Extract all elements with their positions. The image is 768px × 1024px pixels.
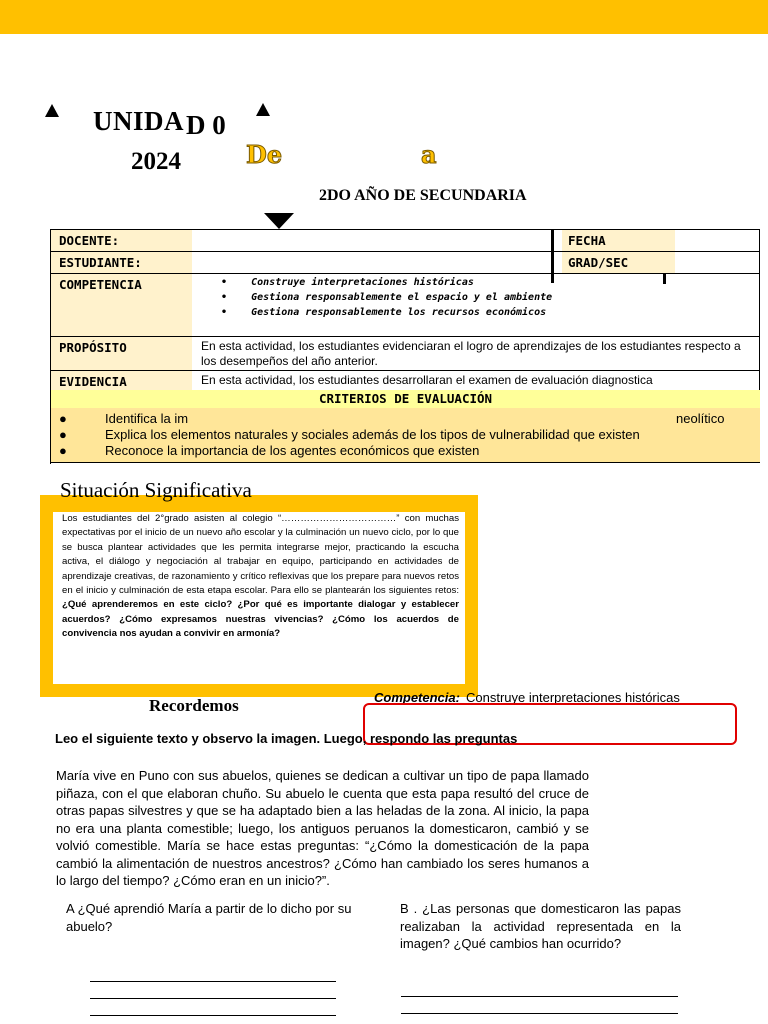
question-a: A ¿Qué aprendió María a partir de lo dicho por su abuelo?: [66, 901, 352, 934]
wordart-de: De: [246, 140, 283, 169]
instruction-text: Leo el siguiente texto y observo la imagen. Luego, respondo las preguntas: [55, 731, 518, 746]
year: 2024: [131, 148, 181, 175]
answer-line[interactable]: [90, 1015, 336, 1016]
list-item: ● Explica los elementos naturales y sociales además de los tipos de vulnerabilidad que existen: [59, 427, 640, 442]
list-item: • Construye interpretaciones históricas: [221, 277, 474, 288]
estudiante-field[interactable]: [192, 252, 552, 273]
question-b: B . ¿Las personas que domesticaron las papas realizaban la actividad representada en la imagen? ¿Qué cambios han ocurrido?: [400, 901, 681, 951]
list-item: ● Reconoce la importancia de los agentes económicos que existen: [59, 443, 480, 458]
situacion-title: Situación Significativa: [60, 478, 252, 502]
divider: [551, 230, 554, 251]
top-banner: [0, 0, 768, 34]
docente-label: DOCENTE:: [51, 230, 192, 251]
criterios-title: CRITERIOS DE EVALUACIÓN: [51, 390, 760, 408]
docente-field[interactable]: [192, 230, 552, 251]
competencia-inline-label: Competencia:: [374, 690, 460, 705]
list-item: ● Identifica la im neolítico: [59, 411, 725, 426]
answer-line[interactable]: [90, 998, 336, 999]
divider: [759, 230, 760, 390]
evidencia-label: EVIDENCIA: [51, 371, 192, 390]
evidencia-text: En esta actividad, los estudiantes desarrollaran el examen de evaluación diagnostica: [201, 373, 653, 387]
grade-title: 2DO AÑO DE SECUNDARIA: [319, 187, 527, 204]
story-text: María vive en Puno con sus abuelos, quienes se dedican a cultivar un tipo de papa llamado piñaza, con el que elaboran chuño. Su abuelo le cuenta que esta papa resultó del cruce de otras papas silvestres y que se ha adaptado bien a las heladas de la zona. Al inicio, la papa no era una planta comestible; luego, los antiguos peruanos la domesticaron, cambió y se volvió comestible. María se hace estas preguntas: “¿Cómo la domesticación de la papa cambió la alimentación de nuestros ancestros? ¿Cómo han cambiado los seres humanos a lo largo del tiempo? ¿Cómo eran en un inicio?”.: [56, 768, 589, 888]
competencia-inline-value: Construye interpretaciones históricas: [466, 690, 680, 705]
answer-line[interactable]: [90, 981, 336, 982]
competencias-list: [221, 275, 561, 320]
answer-line[interactable]: [401, 996, 678, 997]
list-item: • Gestiona responsablemente el espacio y el ambiente: [221, 292, 553, 303]
proposito-text: En esta actividad, los estudiantes evidenciaran el logro de aprendizajes de los estudiantes respecto a los desempeños del año anterior.: [201, 339, 741, 368]
criterios-list: [51, 408, 760, 463]
triangle-up-icon: [256, 103, 270, 116]
unit-number: D 0: [186, 110, 226, 140]
triangle-down-icon: [264, 213, 294, 229]
answer-line[interactable]: [401, 1013, 678, 1014]
situacion-text: Los estudiantes del 2°grado asisten al colegio “………………………………” con muchas expectativas por el inicio de un nuevo año escolar y la culminación un nuevo ciclo, por lo que se busca plantear actividades que les permita integrarse mejor, practicando la escucha activa, el diálogo y negociación al trabajar en equipo, participando en actividades de aprendizaje creativas, de razonamiento y crítico reflexivas que los prepare para nuevos retos en el inicio y culminación de esta etapa escolar. Para ello se plantearán los siguientes retos: ¿Qué aprenderemos en este ciclo? ¿Por qué es importante dialogar y establecer acuerdos? ¿Cómo expresamos nuestras vivencias? ¿Cómo los acuerdos de convivencia nos ayudan a convivir en armonía?: [62, 513, 459, 640]
estudiante-label: ESTUDIANTE:: [51, 252, 192, 273]
wordart-a: a: [421, 140, 437, 169]
competencia-label: COMPETENCIA: [51, 274, 192, 336]
list-item: • Gestiona responsablemente los recursos económicos: [221, 307, 547, 318]
gradsec-label: GRAD/SEC: [562, 252, 675, 273]
unit-title: UNIDA: [93, 106, 185, 136]
recordemos-title: Recordemos: [149, 696, 239, 715]
fecha-label: FECHA: [562, 230, 675, 251]
triangle-up-icon: [45, 104, 59, 117]
info-table: [50, 229, 760, 464]
divider: [663, 273, 666, 284]
proposito-label: PROPÓSITO: [51, 337, 192, 370]
